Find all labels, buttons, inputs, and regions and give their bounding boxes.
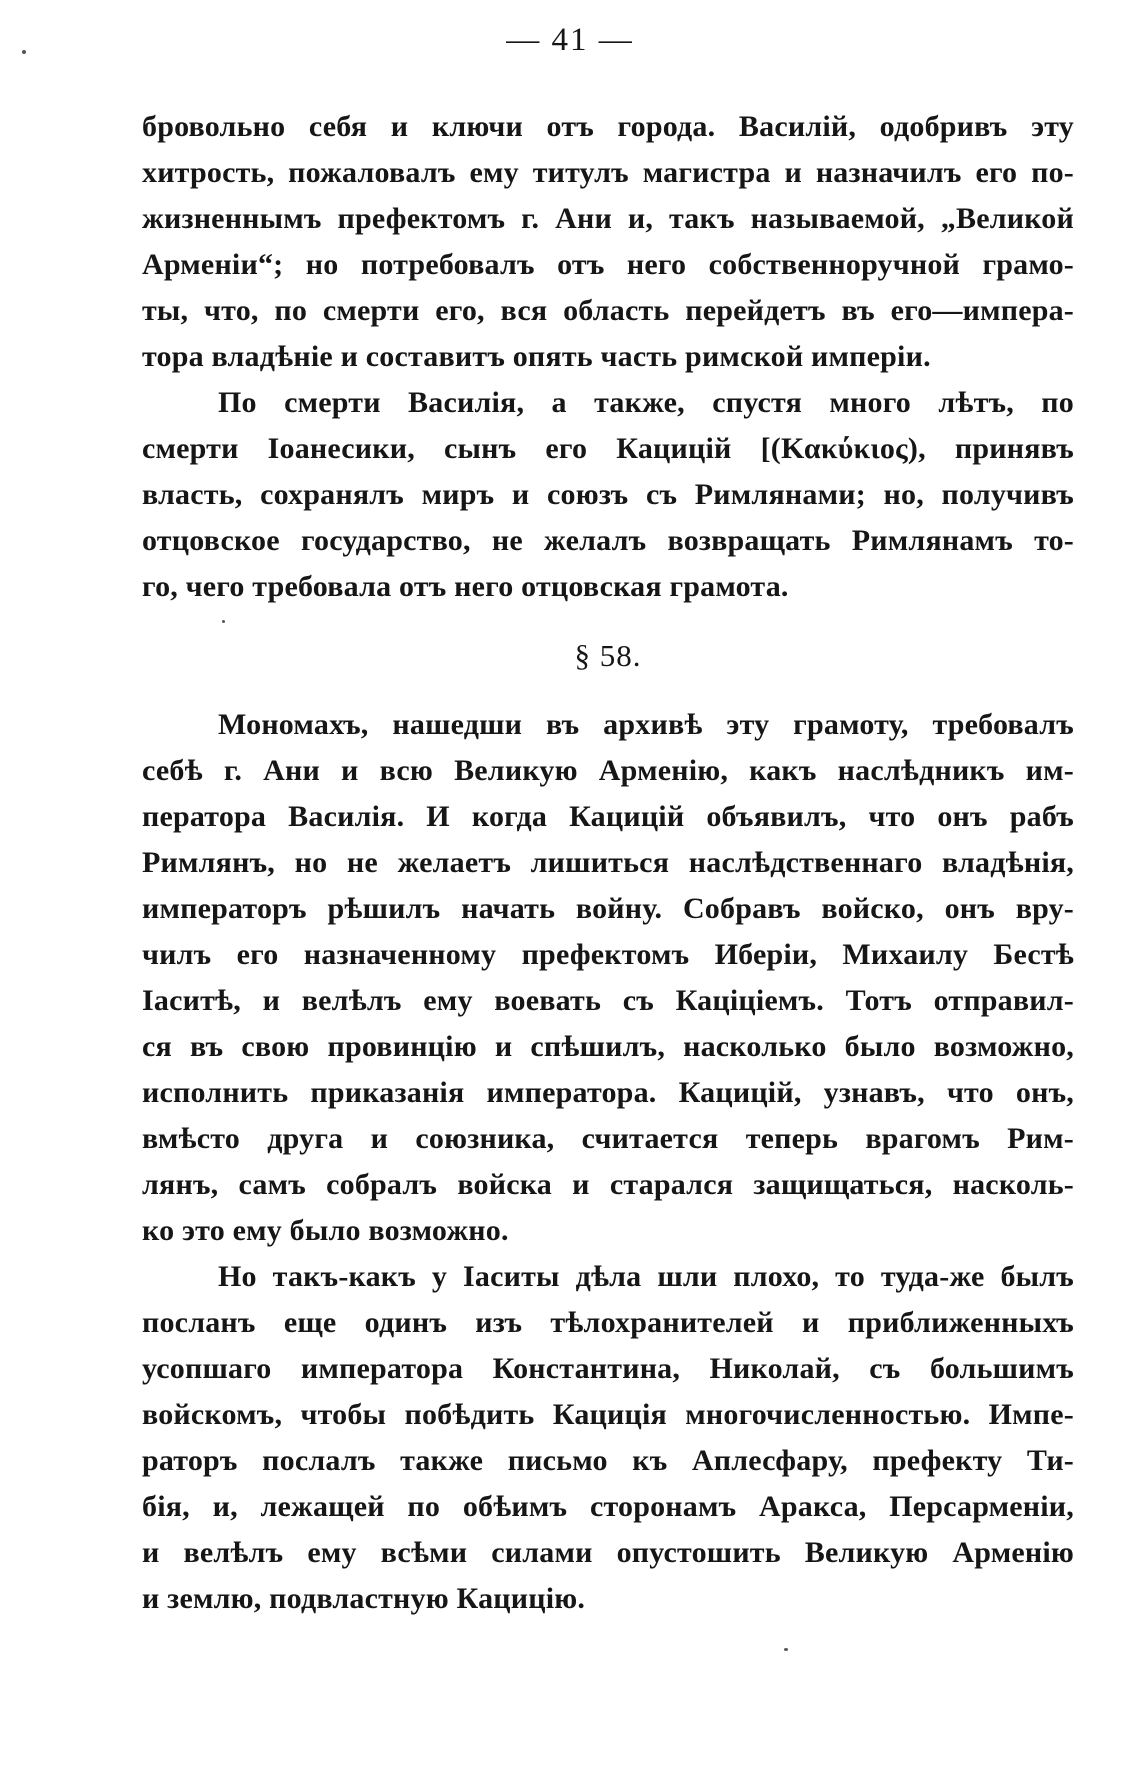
text-line: отцовское государство, не желалъ возвращать Римлянамъ то- [142, 524, 1074, 557]
text-line: ко это ему было возможно. [142, 1214, 509, 1247]
text-line: Но такъ-какъ у Іаситы дѣла шли плохо, то туда-же былъ [218, 1260, 1074, 1293]
text-line: императоръ рѣшилъ начать войну. Собравъ войско, онъ вру- [142, 892, 1074, 925]
text-line: и велѣлъ ему всѣми силами опустошить Великую Арменію [142, 1536, 1074, 1569]
text-line: го, чего требовала отъ него отцовская грамота. [142, 570, 789, 603]
print-speck [222, 620, 225, 623]
text-line: Арменіи“; но потребовалъ отъ него собственноручной грамо- [142, 248, 1074, 281]
text-line: и землю, подвластную Кацицію. [142, 1582, 586, 1615]
paragraph-4 [142, 1254, 1074, 1622]
text-line: жизненнымъ префектомъ г. Ани и, такъ называемой, „Великой [142, 202, 1074, 235]
paragraph-1 [142, 104, 1074, 380]
text-line: себѣ г. Ани и всю Великую Арменію, какъ наслѣдникъ им- [142, 754, 1074, 787]
text-line: власть, сохранялъ миръ и союзъ съ Римлянами; но, получивъ [142, 478, 1074, 511]
text-line: лянъ, самъ собралъ войска и старался защищаться, насколь- [142, 1168, 1074, 1201]
text-line: войскомъ, чтобы побѣдить Кацицiя многочисленностью. Импе- [142, 1398, 1074, 1431]
text-line: Іаситѣ, и велѣлъ ему воевать съ Кацiцiемъ. Тотъ отправил- [142, 984, 1074, 1017]
text-line: ты, что, по смерти его, вся область перейдетъ въ его—импера- [142, 294, 1074, 327]
text-line: тора владѣніе и составитъ опять часть римской имперіи. [142, 340, 931, 373]
text-line: хитрость, пожаловалъ ему титулъ магистра и назначилъ его по- [142, 156, 1074, 189]
text-line: усопшаго императора Константина, Николай, съ большимъ [142, 1352, 1074, 1385]
text-line: бровольно себя и ключи отъ города. Василій, одобривъ эту [142, 110, 1074, 143]
text-line: вмѣсто друга и союзника, считается теперь врагомъ Рим- [142, 1122, 1074, 1155]
section-heading: § 58. [574, 638, 642, 673]
text-line: Римлянъ, но не желаетъ лишиться наслѣдственнаго владѣнія, [142, 846, 1074, 879]
paragraph-2 [142, 380, 1074, 610]
text-body [142, 104, 1074, 1622]
text-line: исполнить приказанія императора. Кацицій, узнавъ, что онъ, [142, 1076, 1074, 1109]
text-line: раторъ послалъ также письмо къ Аплесфару, префекту Ти- [142, 1444, 1074, 1477]
text-line: Мономахъ, нашедши въ архивѣ эту грамоту, требовалъ [218, 708, 1074, 741]
page-number: — 41 — [506, 22, 634, 58]
print-speck [22, 50, 26, 54]
text-line: посланъ еще одинъ изъ тѣлохранителей и приближенныхъ [142, 1306, 1074, 1339]
text-line: смерти Іоанесики, сынъ его Кацицій [(Κακύκιος), принявъ [142, 432, 1074, 465]
print-speck [784, 1648, 788, 1651]
text-line: ся въ свою провинцію и спѣшилъ, насколько было возможно, [142, 1030, 1074, 1063]
text-line: бія, и, лежащей по обѣимъ сторонамъ Аракса, Персарменіи, [142, 1490, 1074, 1523]
text-line: ператора Василія. И когда Кацицій объявилъ, что онъ рабъ [142, 800, 1074, 833]
paragraph-3 [142, 702, 1074, 1254]
text-line: чилъ его назначенному префектомъ Иберіи, Михаилу Бестѣ [142, 938, 1074, 971]
text-line: По смерти Василія, а также, спустя много лѣтъ, по [218, 386, 1074, 419]
